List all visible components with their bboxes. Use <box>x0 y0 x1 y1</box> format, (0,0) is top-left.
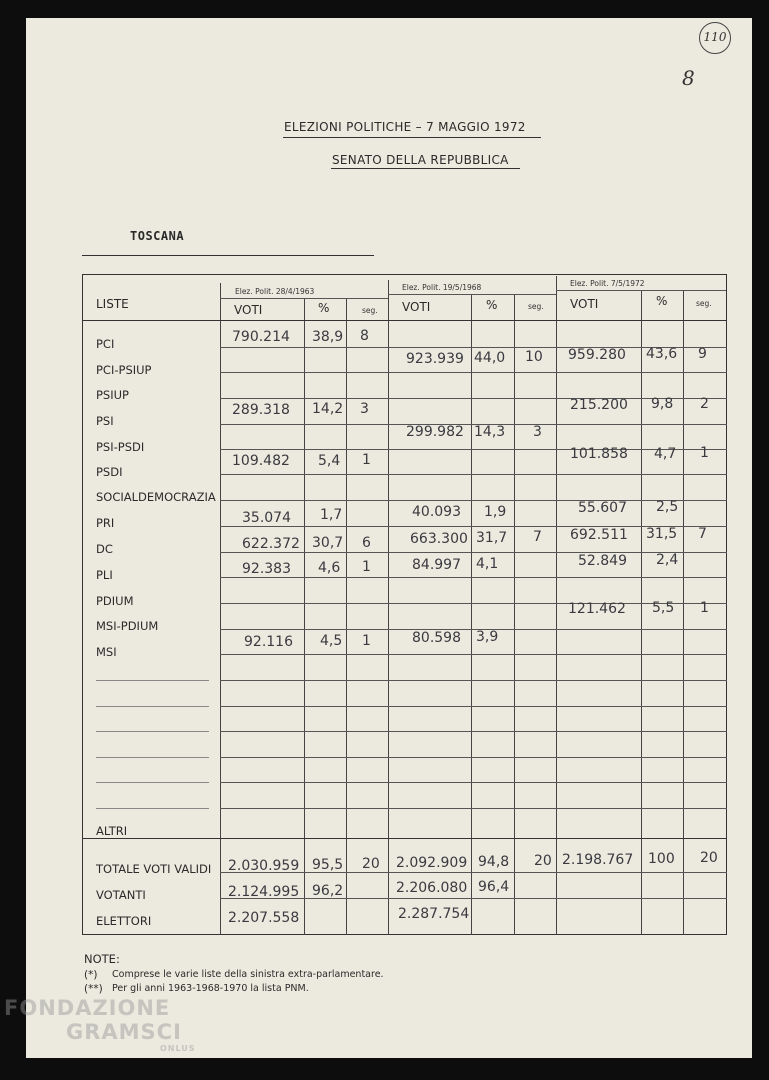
grid-line <box>220 372 727 373</box>
cell-value: 20 <box>362 856 380 872</box>
blank-list-line <box>96 731 209 732</box>
cell-value: 2.092.909 <box>396 855 468 871</box>
grid-line <box>220 782 727 783</box>
grid-line <box>220 500 727 501</box>
cell-value: 622.372 <box>242 536 300 552</box>
cell-value: 96,4 <box>478 879 510 895</box>
cell-value: 1 <box>700 600 709 616</box>
list-name: MSI <box>96 645 117 659</box>
grid-line <box>220 654 727 655</box>
note-mark: (**) <box>84 983 103 995</box>
cell-value: 2.030.959 <box>228 858 300 874</box>
results-table <box>82 274 727 935</box>
grid-line <box>388 294 556 295</box>
voti-header-1972: VOTI <box>570 297 599 311</box>
list-name: PDIUM <box>96 594 134 608</box>
grid-line <box>82 320 727 321</box>
list-name: PSIUP <box>96 388 129 402</box>
grid-line <box>82 838 727 839</box>
cell-value: 2,5 <box>656 499 679 515</box>
grid-line <box>388 280 389 935</box>
title-underline <box>283 137 541 138</box>
subtitle-underline <box>331 168 520 169</box>
cell-value: 1 <box>362 633 371 649</box>
grid-line <box>220 552 727 553</box>
cell-value: 109.482 <box>232 453 290 469</box>
notes-title: NOTE: <box>84 952 120 966</box>
cell-value: 2.207.558 <box>228 910 300 926</box>
cell-value: 94,8 <box>478 854 510 870</box>
list-name: PCI-PSIUP <box>96 363 152 377</box>
pct-header-1963: % <box>318 301 330 315</box>
grid-line <box>220 298 388 299</box>
pct-header-1972: % <box>656 294 668 308</box>
cell-value: 923.939 <box>406 351 464 367</box>
cell-value: 790.214 <box>232 329 290 345</box>
note-text: Per gli anni 1963-1968-1970 la lista PNM. <box>112 983 309 994</box>
circled-archive-number: 110 <box>699 22 731 54</box>
seg-header-1972: seg. <box>696 299 712 308</box>
cell-value: 4,5 <box>320 633 343 649</box>
cell-value: 44,0 <box>474 350 506 366</box>
cell-value: 30,7 <box>312 535 344 551</box>
cell-value: 7 <box>533 529 542 545</box>
cell-value: 663.300 <box>410 531 468 547</box>
page-number: 8 <box>682 66 695 90</box>
cell-value: 101.858 <box>570 446 628 462</box>
cell-value: 96,2 <box>312 883 344 899</box>
grid-line <box>220 757 727 758</box>
region-underline <box>82 255 374 256</box>
voti-header-1963: VOTI <box>234 303 263 317</box>
cell-value: 52.849 <box>578 553 627 569</box>
cell-value: 299.982 <box>406 424 464 440</box>
cell-value: 10 <box>525 349 543 365</box>
cell-value: 121.462 <box>568 601 626 617</box>
list-name: PSI <box>96 414 114 428</box>
liste-column-header: LISTE <box>96 297 129 311</box>
cell-value: 55.607 <box>578 500 627 516</box>
group-header-1968: Elez. Polit. 19/5/1968 <box>402 283 482 292</box>
grid-line <box>556 290 726 291</box>
grid-line <box>220 577 727 578</box>
cell-value: 692.511 <box>570 527 628 543</box>
cell-value: 43,6 <box>646 346 678 362</box>
cell-value: 20 <box>534 853 552 869</box>
cell-value: 8 <box>360 328 369 344</box>
document-title: ELEZIONI POLITICHE – 7 MAGGIO 1972 <box>284 120 526 134</box>
list-name: PCI <box>96 337 115 351</box>
watermark-line1: FONDAZIONE <box>4 996 171 1020</box>
blank-list-line <box>96 680 209 681</box>
cell-value: 2.124.995 <box>228 884 300 900</box>
cell-value: 3 <box>533 424 542 440</box>
cell-value: 95,5 <box>312 857 344 873</box>
cell-value: 3 <box>360 401 369 417</box>
cell-value: 4,7 <box>654 446 677 462</box>
list-name: PSI-PSDI <box>96 440 145 454</box>
list-name: SOCIALDEMOCRAZIA <box>96 490 216 504</box>
cell-value: 4,1 <box>476 556 499 572</box>
cell-value: 4,6 <box>318 560 341 576</box>
seg-header-1963: seg. <box>362 306 378 315</box>
grid-line <box>220 706 727 707</box>
list-name: MSI-PDIUM <box>96 619 159 633</box>
cell-value: 80.598 <box>412 630 461 646</box>
grid-line <box>220 680 727 681</box>
cell-value: 2.206.080 <box>396 880 468 896</box>
cell-value: 9,8 <box>651 396 674 412</box>
watermark-line2: GRAMSCI <box>66 1020 182 1044</box>
document-subtitle: SENATO DELLA REPUBBLICA <box>332 153 509 167</box>
cell-value: 7 <box>698 526 707 542</box>
cell-value: 1 <box>362 452 371 468</box>
blank-list-line <box>96 782 209 783</box>
list-name: PSDI <box>96 465 123 479</box>
cell-value: 14,3 <box>474 424 506 440</box>
cell-value: 14,2 <box>312 401 344 417</box>
cell-value: 2.198.767 <box>562 852 634 868</box>
cell-value: 6 <box>362 535 371 551</box>
cell-value: 289.318 <box>232 402 290 418</box>
pct-header-1968: % <box>486 298 498 312</box>
group-header-1972: Elez. Polit. 7/5/1972 <box>570 279 645 288</box>
note-text: Comprese le varie liste della sinistra extra-parlamentare. <box>112 969 384 980</box>
note-mark: (*) <box>84 969 98 981</box>
voti-header-1968: VOTI <box>402 300 431 314</box>
cell-value: 84.997 <box>412 557 461 573</box>
cell-value: 1,7 <box>320 507 343 523</box>
list-name: PLI <box>96 568 113 582</box>
list-name: DC <box>96 542 113 556</box>
cell-value: 31,7 <box>476 530 508 546</box>
grid-line <box>346 299 347 935</box>
grid-line <box>220 808 727 809</box>
votanti-label: VOTANTI <box>96 888 146 902</box>
cell-value: 92.116 <box>244 634 293 650</box>
watermark-logo <box>4 996 196 1054</box>
cell-value: 40.093 <box>412 504 461 520</box>
altri-label: ALTRI <box>96 824 128 838</box>
list-name: PRI <box>96 516 115 530</box>
cell-value: 35.074 <box>242 510 291 526</box>
blank-list-line <box>96 757 209 758</box>
seg-header-1968: seg. <box>528 302 544 311</box>
cell-value: 100 <box>648 851 675 867</box>
cell-value: 959.280 <box>568 347 626 363</box>
group-header-1963: Elez. Polit. 28/4/1963 <box>235 287 315 296</box>
cell-value: 2.287.754 <box>398 906 470 922</box>
cell-value: 92.383 <box>242 561 291 577</box>
cell-value: 9 <box>698 346 707 362</box>
grid-line <box>220 731 727 732</box>
cell-value: 3,9 <box>476 629 499 645</box>
cell-value: 20 <box>700 850 718 866</box>
cell-value: 215.200 <box>570 397 628 413</box>
grid-line <box>220 629 727 630</box>
cell-value: 31,5 <box>646 526 678 542</box>
totale-voti-validi-label: TOTALE VOTI VALIDI <box>96 862 212 876</box>
region-name: TOSCANA <box>130 229 185 243</box>
blank-list-line <box>96 808 209 809</box>
grid-line <box>220 474 727 475</box>
elettori-label: ELETTORI <box>96 914 152 928</box>
cell-value: 2 <box>700 396 709 412</box>
cell-value: 5,5 <box>652 600 675 616</box>
cell-value: 5,4 <box>318 453 341 469</box>
cell-value: 1 <box>700 445 709 461</box>
grid-line <box>304 299 305 935</box>
cell-value: 1,9 <box>484 504 507 520</box>
cell-value: 38,9 <box>312 329 344 345</box>
cell-value: 2,4 <box>656 552 679 568</box>
cell-value: 1 <box>362 559 371 575</box>
grid-line <box>556 276 557 935</box>
grid-line <box>220 449 727 450</box>
watermark-small: ONLUS <box>160 1044 196 1053</box>
blank-list-line <box>96 706 209 707</box>
grid-line <box>220 603 727 604</box>
